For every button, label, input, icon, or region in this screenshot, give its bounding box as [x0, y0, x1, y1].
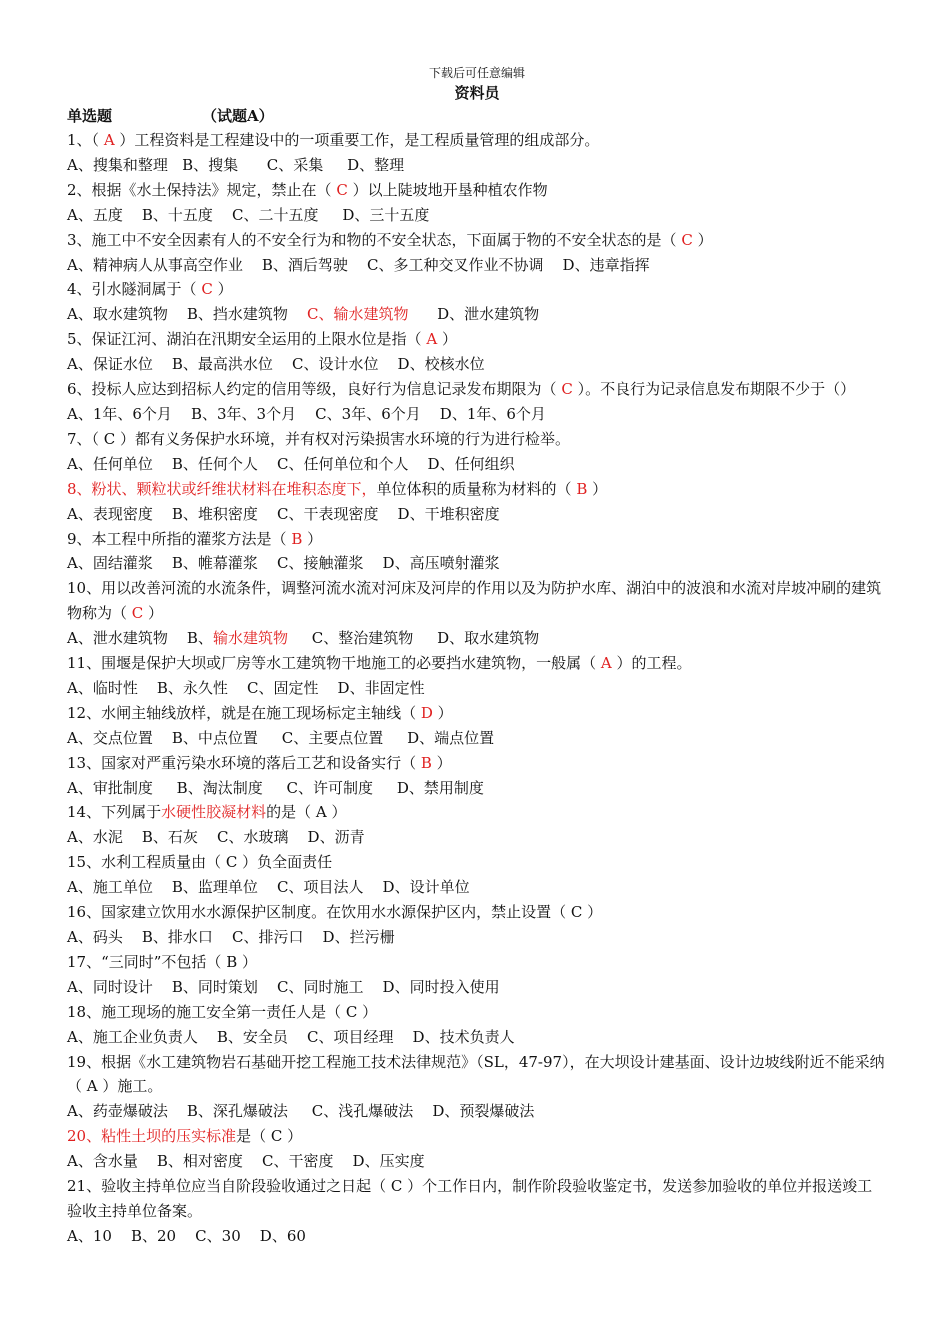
- line-text: A、同时设计 B、同时策划 C、同时施工 D、同时投入使用: [67, 977, 500, 996]
- section-heading: [67, 104, 887, 128]
- line-text: A、10 B、20 C、30 D、60: [67, 1226, 306, 1245]
- highlighted-text: C: [681, 230, 693, 249]
- line-text: 15、水利工程质量由（ C ）负全面责任: [67, 853, 333, 872]
- text-line: [67, 850, 887, 875]
- text-line: [67, 302, 887, 327]
- line-text: C、整治建筑物 D、取水建筑物: [287, 629, 540, 648]
- line-text: A、固结灌浆 B、帷幕灌浆 C、接触灌浆 D、高压喷射灌浆: [67, 554, 500, 573]
- text-line: [67, 1099, 887, 1124]
- text-line: [67, 900, 887, 925]
- document-page: [67, 64, 887, 1249]
- question-list: [67, 128, 887, 1249]
- line-text: A、临时性 B、永久性 C、固定性 D、非固定性: [67, 678, 425, 697]
- line-text: ）: [692, 230, 713, 249]
- text-line: [67, 701, 887, 726]
- line-text: A、取水建筑物 B、挡水建筑物: [67, 305, 308, 324]
- line-text: A、1年、6个月 B、3年、3个月 C、3年、6个月 D、1年、6个月: [67, 404, 546, 423]
- line-text: 21、验收主持单位应当自阶段验收通过之日起（ C ）个工作日内，制作阶段验收鉴定书，发送参加验收的单位并报送竣工验收主持单位备案。: [67, 1177, 873, 1220]
- text-line: [67, 203, 887, 228]
- page-title: 资料员: [454, 84, 500, 102]
- line-text: ）: [437, 330, 457, 349]
- text-line: [67, 1000, 887, 1025]
- line-text: A、五度 B、十五度 C、二十五度 D、三十五度: [67, 205, 430, 224]
- line-text: ）: [212, 280, 233, 299]
- text-line: [67, 128, 887, 153]
- text-line: [67, 253, 887, 278]
- text-line: [67, 153, 887, 178]
- section-subtitle: （试题A）: [202, 107, 274, 125]
- highlighted-text: 水硬性胶凝材料: [161, 803, 267, 822]
- line-text: 9、本工程中所指的灌浆方法是（: [67, 529, 292, 548]
- line-text: 的是（ A ）: [266, 803, 347, 822]
- text-line: [67, 327, 887, 352]
- text-line: [67, 502, 887, 527]
- line-text: A、交点位置 B、中点位置 C、主要点位置 D、端点位置: [67, 728, 495, 747]
- line-text: ）: [143, 604, 164, 623]
- highlighted-text: D: [420, 703, 433, 722]
- line-text: A、表现密度 B、堆积密度 C、干表现密度 D、干堆积密度: [67, 504, 500, 523]
- highlighted-text: 粘性土坝的压实标准: [101, 1127, 237, 1146]
- line-text: A、施工单位 B、监理单位 C、项目法人 D、设计单位: [67, 878, 470, 897]
- line-text: 5、保证江河、湖泊在汛期安全运用的上限水位是指（: [67, 330, 427, 349]
- highlighted-text: B: [420, 753, 432, 772]
- text-line: [67, 377, 887, 402]
- highlighted-text: A: [426, 330, 438, 349]
- text-line: [67, 477, 887, 502]
- line-text: A、含水量 B、相对密度 C、干密度 D、压实度: [67, 1152, 425, 1171]
- line-text: 17、“三同时”不包括（ B ）: [67, 952, 257, 971]
- highlighted-text: 输水建筑物: [212, 629, 288, 648]
- text-line: [67, 776, 887, 801]
- line-text: A、水泥 B、石灰 C、水玻璃 D、沥青: [67, 828, 365, 847]
- text-line: [67, 975, 887, 1000]
- text-line: [67, 352, 887, 377]
- line-text: A、药壶爆破法 B、深孔爆破法 C、浅孔爆破法 D、预裂爆破法: [67, 1102, 535, 1121]
- text-line: [67, 626, 887, 651]
- highlighted-text: C: [336, 180, 348, 199]
- line-text: 2、根据《水土保持法》规定，禁止在（: [67, 180, 337, 199]
- line-text: 7、（ C ）都有义务保护水环境，并有权对污染损害水环境的行为进行检举。: [67, 429, 571, 448]
- text-line: [67, 178, 887, 203]
- line-text: 13、国家对严重污染水环境的落后工艺和设备实行（: [67, 753, 421, 772]
- line-text: 12、水闸主轴线放样，就是在施工现场标定主轴线（: [67, 703, 421, 722]
- download-note: 下载后可任意编辑: [428, 66, 525, 80]
- highlighted-text: A: [103, 131, 115, 149]
- highlighted-text: C: [201, 280, 213, 299]
- line-text: A、施工企业负责人 B、安全员 C、项目经理 D、技术负责人: [67, 1027, 515, 1046]
- line-text: 16、国家建立饮用水水源保护区制度。在饮用水水源保护区内，禁止设置（ C ）: [67, 903, 603, 922]
- line-text: ）: [431, 753, 452, 772]
- line-text: ）: [587, 479, 608, 498]
- highlighted-text: B: [291, 529, 303, 548]
- text-line: [67, 1025, 887, 1050]
- line-text: 单位体积的质量称为材料的（: [376, 479, 577, 498]
- text-line: [67, 1224, 887, 1249]
- line-text: ）: [432, 703, 453, 722]
- line-text: 10、用以改善河流的水流条件，调整河流水流对河床及河岸的作用以及为防护水库、湖泊中的波浪和水流对岸坡冲刷的建筑物称为（: [67, 579, 882, 623]
- line-text: A、审批制度 B、淘汰制度 C、许可制度 D、禁用制度: [67, 778, 484, 797]
- line-text: A、泄水建筑物 B、: [67, 629, 213, 648]
- text-line: [67, 452, 887, 477]
- text-line: [67, 925, 887, 950]
- highlighted-text: 20、: [67, 1127, 102, 1146]
- text-line: [67, 950, 887, 975]
- highlighted-text: B: [576, 479, 588, 498]
- line-text: ）。不良行为记录信息发布期限不少于（）: [572, 380, 856, 399]
- highlighted-text: C: [561, 380, 573, 399]
- highlighted-text: C、输水建筑物: [307, 305, 409, 324]
- line-text: ）以上陡坡地开垦种植农作物: [347, 180, 548, 199]
- text-line: [67, 551, 887, 576]
- text-line: [67, 1174, 887, 1224]
- line-text: 14、下列属于: [67, 803, 162, 822]
- highlighted-text: 8、粉状、颗粒状或纤维状材料在堆积态度下，: [67, 479, 377, 498]
- line-text: 11、围堰是保护大坝或厂房等水工建筑物干地施工的必要挡水建筑物，一般属（: [67, 654, 601, 673]
- text-line: [67, 228, 887, 253]
- highlighted-text: C: [131, 604, 144, 623]
- line-text: 3、施工中不安全因素有人的不安全行为和物的不安全状态，下面属于物的不安全状态的是（: [67, 230, 682, 249]
- line-text: ）的工程。: [611, 654, 692, 673]
- text-line: [67, 875, 887, 900]
- text-line: [67, 576, 887, 626]
- text-line: [67, 726, 887, 751]
- text-line: [67, 1050, 887, 1100]
- line-text: A、任何单位 B、任何个人 C、任何单位和个人 D、任何组织: [67, 454, 515, 473]
- line-text: A、码头 B、排水口 C、排污口 D、拦污栅: [67, 928, 395, 946]
- text-line: [67, 1149, 887, 1174]
- line-text: 是（ C ）: [236, 1127, 303, 1146]
- line-text: A、搜集和整理 B、搜集 C、采集 D、整理: [67, 155, 405, 174]
- text-line: [67, 751, 887, 776]
- text-line: [67, 651, 887, 676]
- line-text: A、保证水位 B、最高洪水位 C、设计水位 D、校核水位: [67, 355, 485, 374]
- text-line: [67, 277, 887, 302]
- line-text: 18、施工现场的施工安全第一责任人是（ C ）: [67, 1002, 378, 1021]
- line-text: A、精神病人从事高空作业 B、酒后驾驶 C、多工种交叉作业不协调 D、违章指挥: [67, 255, 650, 274]
- text-line: [67, 527, 887, 552]
- text-line: [67, 676, 887, 701]
- text-line: [67, 1124, 887, 1149]
- section-label: 单选题: [67, 107, 113, 125]
- line-text: 19、根据《水工建筑物岩石基础开挖工程施工技术法律规范》（SL，47-97），在大坝设计建基面、设计边坡线附近不能采纳（ A ）施工。: [67, 1052, 885, 1096]
- line-text: 4、引水隧洞属于（: [67, 280, 202, 299]
- line-text: 1、（: [67, 131, 104, 149]
- line-text: ）工程资料是工程建设中的一项重要工作，是工程质量管理的组成部分。: [114, 131, 600, 149]
- text-line: [67, 800, 887, 825]
- text-line: [67, 427, 887, 452]
- highlighted-text: A: [600, 654, 612, 673]
- line-text: ）: [302, 529, 323, 548]
- line-text: 6、投标人应达到招标人约定的信用等级，良好行为信息记录发布期限为（: [67, 380, 562, 399]
- text-line: [67, 825, 887, 850]
- text-line: [67, 402, 887, 427]
- line-text: D、泄水建筑物: [408, 305, 540, 324]
